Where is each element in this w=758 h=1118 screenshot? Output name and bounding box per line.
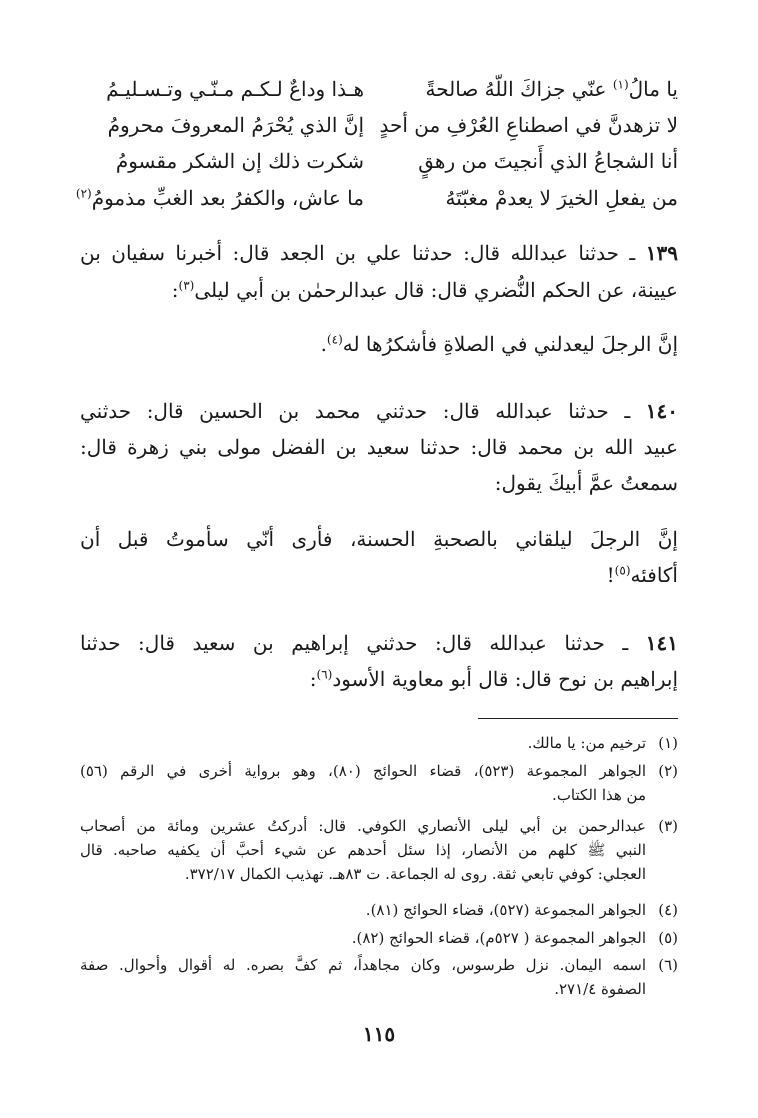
section-139-line-2: عيينة، عن الحكم النُّضري قال: قال عبدالرحمٰن بن أبي ليلى$^{(٣)}$: [171,278,678,302]
footnote-3: (٣) عبدالرحمن بن أبي ليلى الأنصاري الكوفي. قال: أدركتُ عشرين ومائة من أصحاب النبي ﷺ كلهم من الأنصار، إذا سئل أحدهم عن شيء أحبَّ أن يكفيه صاحبه. قال العجلي: كوفي تابعي ثقة. روى له الجماعة. ت ٨٣هـ. تهذيب الكمال ٣٧٢/١٧. [80,814,678,886]
section-141-number: ١٤١ [645,631,678,655]
section-140-quote-line-2: أكافئه$^{(٥)}$! [606,563,678,587]
poem-verse-4-first-hemistich: من يفعلِ الخيرَ لا يعدمْ مغبّتَهُ [445,186,678,210]
footnote-1-number: (١) [658,734,678,752]
poem-verse-2-second-hemistich: إنَّ الذي يُحْرَمُ المعروفَ محرومُ [107,113,364,137]
section-140-line-2: عبيد الله بن محمد قال: حدثنا سعيد بن الفضل مولى بني زهرة قال: [80,435,678,459]
footnote-6-number: (٦) [658,956,678,974]
footnote-1: (١) ترخيم من: يا مالك. [80,731,678,755]
footnote-6: (٦) اسمه اليمان. نزل طرسوس، وكان مجاهداً، ثم كفَّ بصره. له أقوال وأحوال. صفة الصفوة ٢٧١/٤. [80,953,678,1001]
footnote-2-number: (٢) [658,762,678,780]
section-139-line-1: ١٣٩ ـ حدثنا عبدالله قال: حدثنا علي بن الجعد قال: أخبرنا سفيان بن [80,241,678,265]
section-140-line-3: سمعتُ عمَّ أبيكَ يقول: [494,471,678,495]
poem-verse-1-first-hemistich: يا مالُ$^{(١)}$ عنّي جزاكَ اللّهُ صالحةً [425,77,678,101]
footnote-4: (٤) الجواهر المجموعة (٥٢٧)، قضاء الحوائج (٨١). [80,898,678,922]
poem-verse-4-second-hemistich: ما عاش، والكفرُ بعد الغبِّ مذمومُ$^{(٢)}$ [75,186,364,210]
poem-verse-1-second-hemistich: هـذا وداعٌ لـكـم مـنّـي وتـسـليـمُ [106,77,364,101]
footnote-5: (٥) الجواهر المجموعة ( ٥٢٧م)، قضاء الحوائج (٨٢). [80,926,678,950]
section-139-number: ١٣٩ [645,241,678,265]
footnote-3-number: (٣) [658,817,678,835]
section-140-line-1: ١٤٠ ـ حدثنا عبدالله قال: حدثني محمد بن الحسين قال: حدثني [80,399,678,423]
poem-verse-3-first-hemistich: أنا الشجاعُ الذي أَنجيتَ من رهقٍ [418,149,678,173]
poem-verse-3-second-hemistich: شكرت ذلك إن الشكر مقسومُ [115,149,364,173]
section-140-quote-line-1: إنَّ الرجلَ ليلقاني بالصحبةِ الحسنة، فأرى أنّي سأموتُ قبل أن [80,527,678,551]
section-141-line-2: إبراهيم بن نوح قال: قال أبو معاوية الأسود$^{(٦)}$: [309,667,678,691]
poem-verse-2-first-hemistich: لا تزهدنَّ في اصطناعِ العُرْفِ من أحدٍ [379,113,678,137]
page-number: ١١٥ [362,1022,396,1046]
footnote-separator [478,718,678,719]
section-140-number: ١٤٠ [645,399,678,423]
footnote-4-number: (٤) [658,901,678,919]
footnote-2: (٢) الجواهر المجموعة (٥٢٣)، قضاء الحوائج (٨٠)، وهو برواية أخرى في الرقم (٥٦) من هذا الكتاب. [80,759,678,807]
section-139-quote: إنَّ الرجلَ ليعدلني في الصلاةِ فأشكرُها له$^{(٤)}$. [320,332,678,356]
section-141-line-1: ١٤١ ـ حدثنا عبدالله قال: حدثني إبراهيم بن سعيد قال: حدثنا [80,631,678,655]
footnote-5-number: (٥) [658,929,678,947]
